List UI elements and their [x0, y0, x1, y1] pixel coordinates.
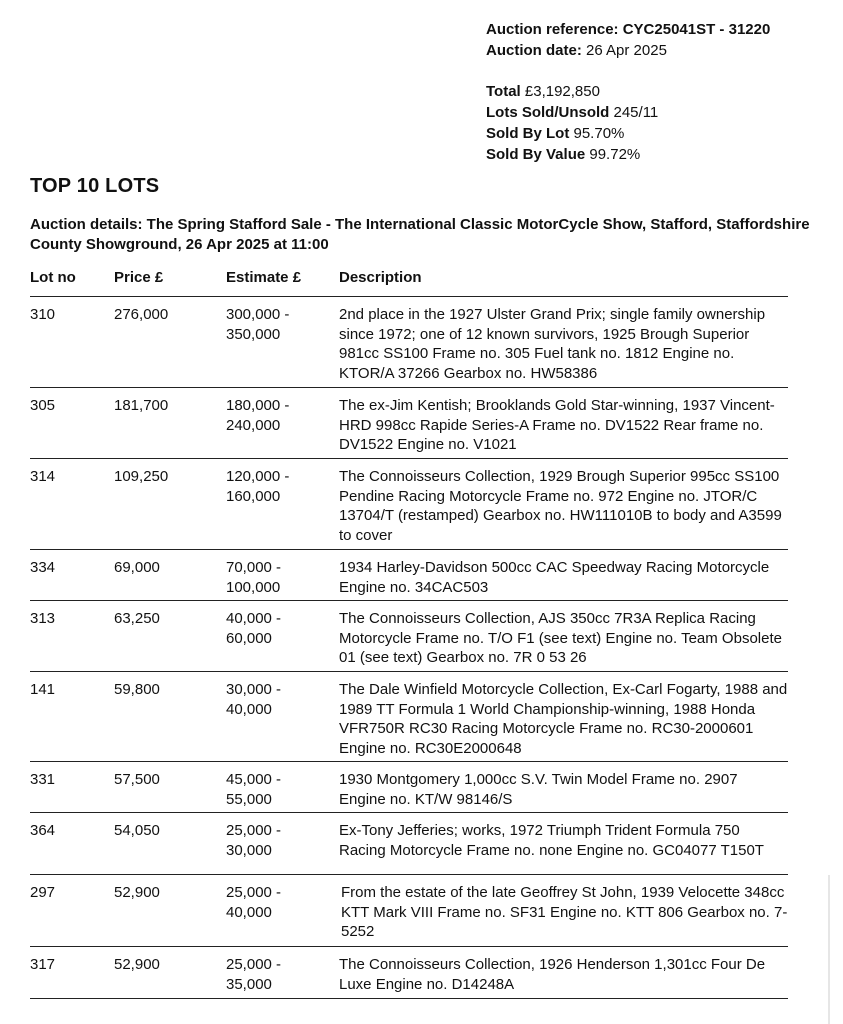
table-row — [30, 459, 788, 550]
lot-number: 331 — [30, 771, 56, 788]
lot-number: 314 — [30, 468, 56, 485]
table-row — [30, 875, 788, 947]
lot-price: 52,900 — [114, 956, 160, 973]
estimate-low: 300,000 - — [226, 306, 290, 323]
estimate-high: 35,000 — [226, 975, 272, 993]
table-row — [30, 388, 788, 459]
table-row — [30, 947, 788, 999]
lot-estimate — [226, 558, 339, 600]
auction-date-value: 26 Apr 2025 — [586, 42, 667, 59]
table-header — [30, 269, 788, 297]
lot-description: 2nd place in the 1927 Ulster Grand Prix; single family ownership since 1972; one of 12 known survivors, 1925 Brough Superior 981cc SS100 Frame no. 305 Fuel tank no. 1812 Engine no. KTOR/A 37266 Gearbox no. HW58386 — [339, 306, 766, 382]
lots-sold-unsold-label: Lots Sold/Unsold — [486, 104, 610, 121]
lot-price: 181,700 — [114, 397, 169, 414]
estimate-low: 120,000 - — [226, 468, 290, 485]
lot-estimate — [226, 609, 339, 671]
estimate-low: 25,000 - — [226, 822, 282, 839]
auction-summary — [486, 19, 770, 165]
lot-number: 364 — [30, 822, 56, 839]
lot-price: 69,000 — [114, 559, 160, 576]
estimate-low: 180,000 - — [226, 397, 290, 414]
total — [486, 81, 770, 102]
page-title: TOP 10 LOTS — [30, 175, 160, 197]
sold-by-lot — [486, 123, 770, 144]
auction-reference — [486, 19, 770, 40]
estimate-low: 45,000 - — [226, 771, 282, 788]
lot-number: 317 — [30, 956, 56, 973]
sold-by-lot-value: 95.70% — [573, 125, 625, 142]
table-row — [30, 601, 788, 672]
estimate-high: 40,000 — [226, 700, 272, 718]
table-row — [30, 672, 788, 762]
lot-number: 297 — [30, 884, 56, 901]
lot-price: 109,250 — [114, 468, 169, 485]
lot-estimate — [226, 883, 339, 946]
auction-date — [486, 40, 770, 61]
header-lot-no: Lot no — [30, 269, 76, 286]
estimate-low: 30,000 - — [226, 681, 282, 698]
lot-description: From the estate of the late Geoffrey St John, 1939 Velocette 348cc KTT Mark VIII Frame no. SF31 Engine no. KTT 806 Gearbox no. 7-5252 — [341, 884, 788, 940]
header-price: Price £ — [114, 269, 164, 286]
auction-reference-value: CYC25041ST - 31220 — [622, 21, 771, 38]
header-estimate: Estimate £ — [226, 269, 302, 286]
table-row — [30, 762, 788, 813]
estimate-high: 160,000 — [226, 487, 281, 505]
lot-number: 313 — [30, 610, 56, 627]
lot-estimate — [226, 305, 339, 387]
lot-price: 59,800 — [114, 681, 160, 698]
estimate-high: 60,000 — [226, 629, 272, 647]
lot-description: The ex-Jim Kentish; Brooklands Gold Star-winning, 1937 Vincent-HRD 998cc Rapide Series-A Frame no. DV1522 Rear frame no. DV1522 Engine no. V1021 — [339, 397, 775, 453]
header-description: Description — [339, 269, 422, 286]
lot-description: 1934 Harley-Davidson 500cc CAC Speedway Racing Motorcycle Engine no. 34CAC503 — [339, 559, 770, 596]
estimate-high: 240,000 — [226, 416, 281, 434]
lot-description: 1930 Montgomery 1,000cc S.V. Twin Model Frame no. 2907 Engine no. KT/W 98146/S — [339, 771, 738, 808]
estimate-low: 70,000 - — [226, 559, 282, 576]
auction-date-label: Auction date: — [486, 42, 582, 59]
estimate-high: 350,000 — [226, 325, 281, 343]
sold-by-lot-label: Sold By Lot — [486, 125, 570, 142]
lot-estimate — [226, 467, 339, 549]
lot-number: 305 — [30, 397, 56, 414]
lot-description: The Connoisseurs Collection, AJS 350cc 7R3A Replica Racing Motorcycle Frame no. T/O F1 (see text) Engine no. Team Obsolete 01 (see text) Gearbox no. 7R 0 53 26 — [339, 610, 782, 666]
estimate-low: 25,000 - — [226, 956, 282, 973]
lot-description: The Connoisseurs Collection, 1929 Brough Superior 995cc SS100 Pendine Racing Motorcycle Frame no. 972 Engine no. JTOR/C 13704/T (restamped) Gearbox no. HW111010B to body and A3599 to cover — [339, 468, 782, 544]
lot-price: 63,250 — [114, 610, 160, 627]
lots-sold-unsold-value: 245/11 — [613, 104, 659, 121]
lot-estimate — [226, 821, 339, 874]
lot-number: 334 — [30, 559, 56, 576]
lot-description: The Dale Winfield Motorcycle Collection, Ex-Carl Fogarty, 1988 and 1989 TT Formula 1 World Championship-winning, 1988 Honda VFR750R RC30 Racing Motorcycle Frame no. RC30-2000601 Engine no. RC30E2000648 — [339, 681, 788, 757]
estimate-high: 40,000 — [226, 903, 272, 921]
table-row — [30, 813, 788, 875]
sold-by-value-label: Sold By Value — [486, 146, 586, 163]
page-edge-divider — [828, 875, 830, 1024]
estimate-low: 25,000 - — [226, 884, 282, 901]
lot-description: The Connoisseurs Collection, 1926 Henderson 1,301cc Four De Luxe Engine no. D14248A — [339, 956, 766, 993]
auction-reference-label: Auction reference: — [486, 21, 619, 38]
estimate-low: 40,000 - — [226, 610, 282, 627]
lot-estimate — [226, 770, 339, 812]
lot-estimate — [226, 396, 339, 458]
sold-by-value-value: 99.72% — [589, 146, 641, 163]
estimate-high: 100,000 — [226, 578, 281, 596]
lot-price: 54,050 — [114, 822, 160, 839]
lot-number: 310 — [30, 306, 56, 323]
table-row — [30, 550, 788, 601]
sold-by-value — [486, 144, 770, 165]
lot-estimate — [226, 955, 339, 998]
total-label: Total — [486, 83, 521, 100]
lot-price: 276,000 — [114, 306, 169, 323]
lot-estimate — [226, 680, 339, 761]
lot-price: 57,500 — [114, 771, 160, 788]
lot-price: 52,900 — [114, 884, 160, 901]
lot-number: 141 — [30, 681, 56, 698]
estimate-high: 30,000 — [226, 841, 272, 859]
table-row — [30, 297, 788, 388]
estimate-high: 55,000 — [226, 790, 272, 808]
top-lots-table — [30, 269, 788, 999]
lots-sold-unsold — [486, 102, 770, 123]
auction-details: Auction details: The Spring Stafford Sale - The International Classic MotorCycle Show, Stafford, Staffordshire County Showground, 26 Apr 2025 at 11:00 — [30, 216, 810, 253]
total-value: £3,192,850 — [524, 83, 600, 100]
lot-description: Ex-Tony Jefferies; works, 1972 Triumph Trident Formula 750 Racing Motorcycle Frame no. none Engine no. GC04077 T150T — [339, 822, 764, 859]
